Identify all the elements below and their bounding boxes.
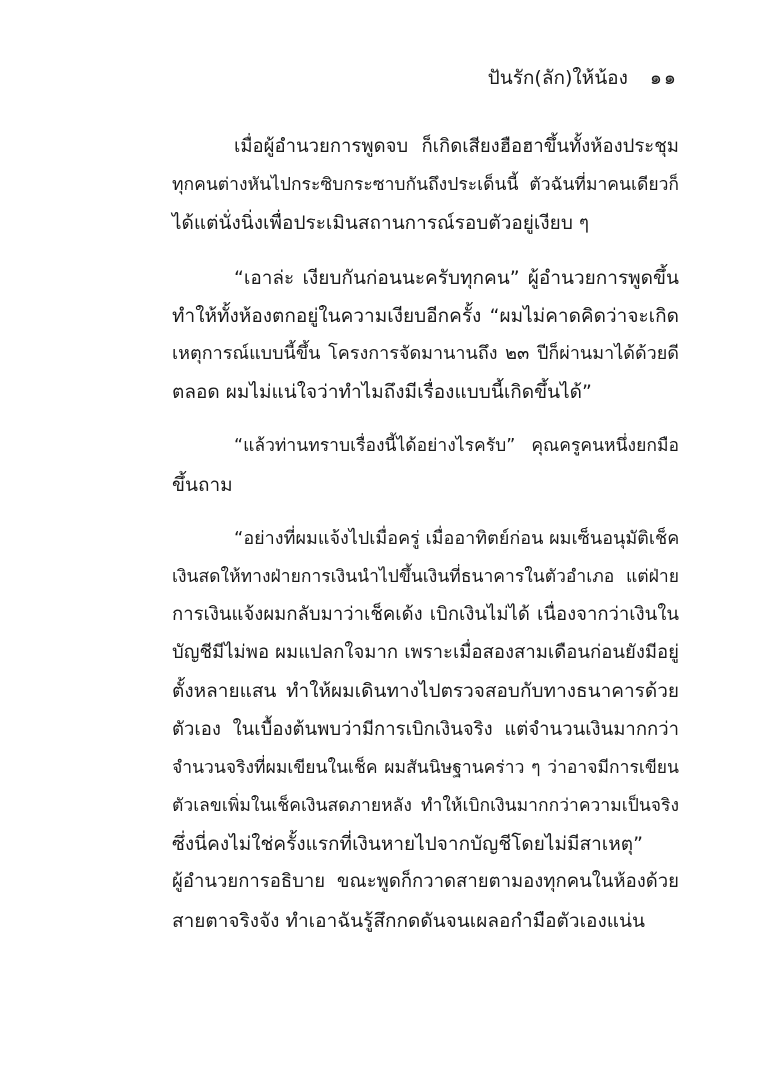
text-line: เงินสดให้ทางฝ่ายการเงินนำไปขึ้นเงินที่ธนาคารในตัวอำเภอ แต่ฝ่าย xyxy=(172,566,679,587)
text-line: เมื่อผู้อำนวยการพูดจบ ก็เกิดเสียงฮือฮาขึ้นทั้งห้องประชุม xyxy=(234,136,679,157)
text-line: ตัวเลขเพิ่มในเช็คเงินสดภายหลัง ทำให้เบิกเงินมากกว่าความเป็นจริง xyxy=(172,796,679,816)
body-text xyxy=(172,128,679,940)
text-line: เหตุการณ์แบบนี้ขึ้น โครงการจัดมานานถึง ๒๓ ปีก็ผ่านมาได้ด้วยดี xyxy=(172,342,679,364)
text-line: จำนวนจริงที่ผมเขียนในเช็ค ผมสันนิษฐานคร่าว ๆ ว่าอาจมีการเขียน xyxy=(172,757,679,778)
text-line: ผู้อำนวยการอธิบาย ขณะพูดก็กวาดสายตามองทุกคนในห้องด้วย xyxy=(172,871,679,893)
paragraph-2 xyxy=(172,259,679,412)
paragraph-4 xyxy=(172,520,679,940)
text-line: ขึ้นถาม xyxy=(172,473,233,496)
text-line: ตัวเอง ในเบื้องต้นพบว่ามีการเบิกเงินจริง แต่จำนวนเงินมากกว่า xyxy=(172,718,679,740)
text-line: “อย่างที่ผมแจ้งไปเมื่อครู่ เมื่ออาทิตย์ก่อน ผมเซ็นอนุมัติเช็ค xyxy=(234,527,680,549)
text-line: ตลอด ผมไม่แน่ใจว่าทำไมถึงมีเรื่องแบบนี้เกิดขึ้นได้” xyxy=(172,381,592,404)
text-line: บัญชีมีไม่พอ ผมแปลกใจมาก เพราะเมื่อสองสามเดือนก่อนยังมีอยู่ xyxy=(172,642,679,664)
text-line: ซึ่งนี่คงไม่ใช่ครั้งแรกที่เงินหายไปจากบัญชีโดยไม่มีสาเหตุ” xyxy=(172,833,643,856)
paragraph-3 xyxy=(172,427,679,503)
text-line: “เอาล่ะ เงียบกันก่อนนะครับทุกคน” ผู้อำนวยการพูดขึ้น xyxy=(234,266,679,289)
text-line: ได้แต่นั่งนิ่งเพื่อประเมินสถานการณ์รอบตัวอยู่เงียบ ๆ xyxy=(172,212,590,235)
text-line: ตั้งหลายแสน ทำให้ผมเดินทางไปตรวจสอบกับทางธนาคารด้วย xyxy=(172,680,679,703)
running-header xyxy=(488,66,678,90)
text-line: “แล้วท่านทราบเรื่องนี้ได้อย่างไรครับ” คุณครูคนหนึ่งยกมือ xyxy=(234,436,679,457)
paragraph-1 xyxy=(172,128,679,243)
text-line: การเงินแจ้งผมกลับมาว่าเช็คเด้ง เบิกเงินไม่ได้ เนื่องจากว่าเงินใน xyxy=(172,604,679,626)
text-line: สายตาจริงจัง ทำเอาฉันรู้สึกกดดันจนเผลอกำมือตัวเองแน่น xyxy=(172,909,645,932)
book-title: ปันรัก(ลัก)ให้น้อง xyxy=(487,67,628,89)
text-line: ทำให้ทั้งห้องตกอยู่ในความเงียบอีกครั้ง “ผมไม่คาดคิดว่าจะเกิด xyxy=(172,304,679,327)
paragraph-gap xyxy=(172,243,679,259)
paragraph-gap xyxy=(172,504,679,520)
text-line: ทุกคนต่างหันไปกระซิบกระซาบกันถึงประเด็นนี้ ตัวฉันที่มาคนเดียวก็ xyxy=(172,175,679,196)
paragraph-gap xyxy=(172,411,679,427)
page-number: ๑๑ xyxy=(649,67,678,89)
